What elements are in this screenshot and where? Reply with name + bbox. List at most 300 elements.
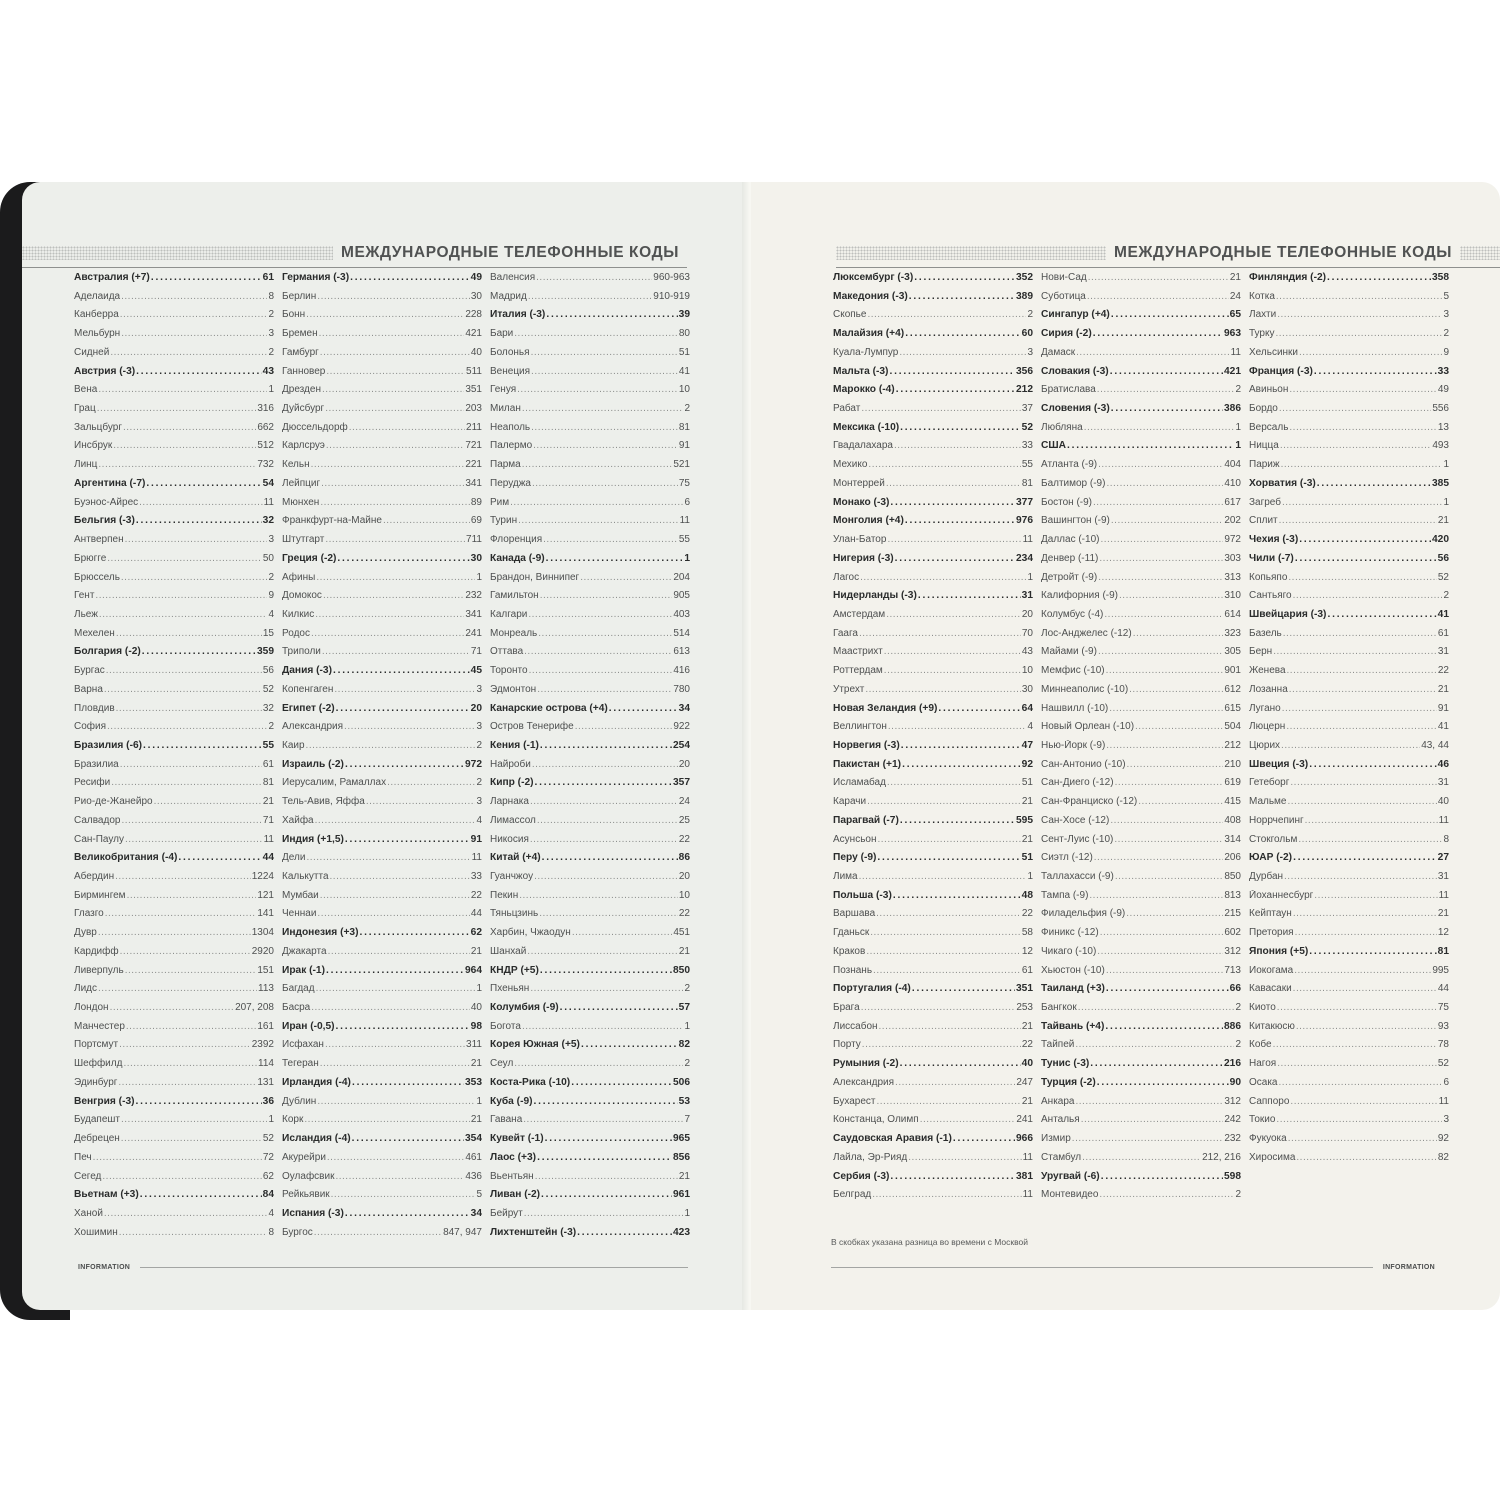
entry-code: 31 bbox=[1437, 871, 1449, 882]
entry-name: Дания (-3) bbox=[282, 665, 332, 677]
country-entry bbox=[282, 553, 482, 572]
entry-name: Сеул bbox=[490, 1058, 514, 1070]
entry-name: Пакистан (+1) bbox=[833, 758, 902, 770]
entry-code: 36 bbox=[262, 1095, 274, 1107]
dot-leader bbox=[104, 684, 262, 695]
country-entry bbox=[74, 478, 274, 497]
entry-name: Ганновер bbox=[282, 365, 326, 377]
entry-code: 595 bbox=[1016, 814, 1033, 826]
entry-code: 504 bbox=[1224, 721, 1241, 733]
city-entry bbox=[1041, 703, 1241, 722]
dot-leader bbox=[125, 965, 257, 976]
city-entry bbox=[1041, 1189, 1241, 1208]
city-entry bbox=[1041, 628, 1241, 647]
country-entry bbox=[1041, 1058, 1241, 1077]
city-entry bbox=[282, 646, 482, 665]
left-page-header bbox=[22, 242, 687, 264]
entry-name: Мадрид bbox=[490, 290, 527, 302]
entry-name: Веллингтон bbox=[833, 721, 887, 733]
entry-code: 89 bbox=[470, 496, 482, 508]
dot-leader bbox=[540, 590, 673, 601]
city-entry bbox=[282, 1152, 482, 1171]
city-entry bbox=[833, 777, 1033, 796]
dot-leader bbox=[1075, 1039, 1234, 1050]
entry-name: Вьетнам (+3) bbox=[74, 1189, 139, 1201]
dot-leader bbox=[315, 815, 476, 826]
country-entry bbox=[833, 328, 1033, 347]
country-entry bbox=[282, 1133, 482, 1152]
dot-leader bbox=[1293, 908, 1437, 919]
entry-name: Льеж bbox=[74, 608, 98, 620]
entry-code: 56 bbox=[1437, 552, 1449, 564]
entry-code: 1 bbox=[1235, 421, 1241, 433]
dot-leader bbox=[862, 1039, 1021, 1050]
entry-name: Египет (-2) bbox=[282, 702, 335, 714]
dot-leader bbox=[1293, 852, 1437, 863]
entry-name: Претория bbox=[1249, 927, 1294, 939]
entry-name: Таллахасси (-9) bbox=[1041, 871, 1114, 882]
city-entry bbox=[74, 497, 274, 516]
entry-name: Нови-Сад bbox=[1041, 272, 1087, 283]
entry-name: Нигерия (-3) bbox=[833, 552, 894, 564]
entry-code: 232 bbox=[465, 590, 482, 602]
left-page bbox=[22, 182, 753, 1310]
country-entry bbox=[74, 366, 274, 385]
city-entry bbox=[1249, 815, 1449, 834]
entry-name: Лидс bbox=[74, 983, 97, 995]
entry-name: Улан-Батор bbox=[833, 534, 887, 546]
entry-name: Монако (-3) bbox=[833, 496, 890, 508]
entry-code: 161 bbox=[257, 1020, 274, 1032]
entry-name: Амстердам bbox=[833, 608, 886, 620]
entry-name: Португалия (-4) bbox=[833, 983, 911, 995]
directory-column bbox=[282, 272, 482, 1245]
entry-name: Китакюсю bbox=[1249, 1020, 1295, 1032]
entry-name: Торонто bbox=[490, 665, 528, 677]
dot-leader bbox=[1288, 796, 1437, 807]
city-entry bbox=[1041, 927, 1241, 946]
city-entry bbox=[282, 1227, 482, 1246]
right-page bbox=[751, 182, 1500, 1310]
dot-leader bbox=[326, 366, 465, 377]
city-entry bbox=[1249, 1077, 1449, 1096]
entry-name: Перу (-9) bbox=[833, 852, 877, 864]
entry-name: Лима bbox=[833, 871, 858, 882]
header-rule bbox=[836, 267, 1500, 268]
entry-code: 25 bbox=[678, 814, 690, 826]
entry-code: 4 bbox=[1027, 721, 1033, 733]
entry-name: Хельсинки bbox=[1249, 346, 1299, 358]
city-entry bbox=[490, 834, 690, 853]
dot-leader bbox=[104, 1208, 268, 1219]
dot-leader bbox=[336, 703, 470, 714]
dot-leader bbox=[1284, 871, 1437, 882]
city-entry bbox=[490, 328, 690, 347]
entry-name: Цюрих bbox=[1249, 739, 1281, 751]
entry-code: 493 bbox=[1432, 440, 1449, 452]
country-entry bbox=[833, 1133, 1033, 1152]
entry-code: 41 bbox=[1437, 721, 1449, 733]
entry-name: Александрия bbox=[282, 721, 344, 733]
dot-leader bbox=[1305, 815, 1438, 826]
city-entry bbox=[490, 459, 690, 478]
entry-code: 8 bbox=[268, 1226, 274, 1238]
city-entry bbox=[282, 1096, 482, 1115]
dot-leader bbox=[352, 1133, 464, 1144]
dot-leader bbox=[517, 384, 678, 395]
entry-code: 52 bbox=[262, 683, 274, 695]
header-dot-band bbox=[22, 246, 333, 260]
entry-code: 21 bbox=[1021, 1020, 1033, 1032]
entry-name: Богота bbox=[490, 1020, 521, 1032]
dot-leader bbox=[328, 946, 470, 957]
city-entry bbox=[833, 1189, 1033, 1208]
city-entry bbox=[74, 890, 274, 909]
entry-name: Тампа (-9) bbox=[1041, 889, 1089, 901]
city-entry bbox=[282, 384, 482, 403]
entry-code: 1 bbox=[1235, 440, 1241, 452]
entry-name: Инсбрук bbox=[74, 440, 113, 452]
dot-leader bbox=[1275, 328, 1442, 339]
entry-name: Дюссельдорф bbox=[282, 421, 348, 433]
entry-name: Монтевидео bbox=[1041, 1189, 1099, 1201]
time-difference-note: В скобках указана разница во времени с Москвой bbox=[831, 1237, 1029, 1247]
entry-code: 22 bbox=[1437, 665, 1449, 677]
entry-code: 60 bbox=[1021, 328, 1033, 340]
city-entry bbox=[490, 908, 690, 927]
entry-name: Александрия bbox=[833, 1076, 895, 1088]
city-entry bbox=[1041, 740, 1241, 759]
city-entry bbox=[1249, 965, 1449, 984]
entry-name: Бонн bbox=[282, 309, 306, 321]
entry-name: Куала-Лумпур bbox=[833, 346, 899, 358]
entry-code: 11 bbox=[1022, 534, 1033, 546]
entry-name: Люцерн bbox=[1249, 721, 1286, 733]
city-entry bbox=[282, 572, 482, 591]
entry-name: Швеция (-3) bbox=[1249, 758, 1309, 770]
entry-code: 358 bbox=[1432, 272, 1449, 283]
city-entry bbox=[1041, 646, 1241, 665]
city-entry bbox=[490, 665, 690, 684]
city-entry bbox=[490, 628, 690, 647]
dot-leader bbox=[861, 403, 1021, 414]
entry-code: 53 bbox=[678, 1095, 690, 1107]
entry-name: Филадельфия (-9) bbox=[1041, 908, 1126, 920]
entry-name: Сидней bbox=[74, 346, 110, 358]
city-entry bbox=[1249, 497, 1449, 516]
entry-code: 3 bbox=[1027, 346, 1033, 358]
entry-code: 922 bbox=[673, 721, 690, 733]
entry-name: Лозанна bbox=[1249, 683, 1288, 695]
dot-leader bbox=[1327, 609, 1436, 620]
dot-leader bbox=[878, 834, 1021, 845]
dot-leader bbox=[1110, 815, 1223, 826]
entry-code: 75 bbox=[678, 477, 690, 489]
entry-code: 21 bbox=[1437, 908, 1449, 920]
dot-leader bbox=[1309, 946, 1436, 957]
entry-code: 381 bbox=[1016, 1170, 1033, 1182]
entry-name: Акурейри bbox=[282, 1151, 326, 1163]
dot-leader bbox=[859, 628, 1021, 639]
city-entry bbox=[282, 852, 482, 871]
entry-code: 78 bbox=[1437, 1039, 1449, 1051]
city-entry bbox=[1249, 890, 1449, 909]
entry-name: Турция (-2) bbox=[1041, 1076, 1096, 1088]
entry-name: Стокгольм bbox=[1249, 833, 1298, 845]
entry-code: 241 bbox=[465, 627, 482, 639]
entry-name: Токио bbox=[1249, 1114, 1276, 1126]
entry-name: Сан-Диего (-12) bbox=[1041, 777, 1114, 789]
entry-name: Ливан (-2) bbox=[490, 1189, 541, 1201]
dot-leader bbox=[102, 1171, 261, 1182]
entry-name: Саудовская Аравия (-1) bbox=[833, 1133, 952, 1145]
city-entry bbox=[74, 1114, 274, 1133]
dot-leader bbox=[1279, 403, 1431, 414]
entry-name: Абердин bbox=[74, 871, 115, 882]
city-entry bbox=[74, 534, 274, 553]
entry-name: Малайзия (+4) bbox=[833, 328, 905, 340]
dot-leader bbox=[1299, 347, 1442, 358]
entry-code: 2 bbox=[1235, 384, 1241, 396]
dot-leader bbox=[334, 684, 475, 695]
dot-leader bbox=[1327, 272, 1431, 283]
entry-name: Пловдив bbox=[74, 702, 115, 714]
city-entry bbox=[282, 291, 482, 310]
entry-name: Кавасаки bbox=[1249, 983, 1292, 995]
entry-name: Палермо bbox=[490, 440, 533, 452]
dot-leader bbox=[349, 422, 465, 433]
entry-name: Дублин bbox=[282, 1095, 317, 1107]
entry-name: Измир bbox=[1041, 1133, 1071, 1145]
entry-name: Ларнака bbox=[490, 796, 529, 808]
entry-code: 21 bbox=[1437, 515, 1449, 527]
entry-name: Израиль (-2) bbox=[282, 758, 344, 770]
entry-name: Братислава bbox=[1041, 384, 1096, 396]
entry-code: 311 bbox=[466, 1039, 482, 1051]
dot-leader bbox=[311, 459, 465, 470]
entry-name: Линц bbox=[74, 459, 98, 471]
entry-code: 57 bbox=[678, 1002, 690, 1014]
entry-name: Оттава bbox=[490, 646, 524, 658]
entry-code: 61 bbox=[1021, 964, 1033, 976]
country-entry bbox=[74, 1189, 274, 1208]
entry-code: 506 bbox=[673, 1076, 690, 1088]
entry-code: 316 bbox=[257, 403, 274, 415]
dot-leader bbox=[1076, 347, 1229, 358]
dot-leader bbox=[537, 1152, 672, 1163]
entry-name: Монголия (+4) bbox=[833, 515, 904, 527]
dot-leader bbox=[522, 459, 673, 470]
dot-leader bbox=[1097, 1077, 1229, 1088]
dot-leader bbox=[330, 871, 470, 882]
city-entry bbox=[833, 927, 1033, 946]
entry-code: 2 bbox=[268, 309, 274, 321]
city-entry bbox=[1249, 572, 1449, 591]
entry-name: Калгари bbox=[490, 608, 528, 620]
dot-leader bbox=[1288, 572, 1436, 583]
dot-leader bbox=[1290, 777, 1436, 788]
dot-leader bbox=[895, 553, 1015, 564]
entry-code: 81 bbox=[262, 777, 274, 789]
entry-name: Кельн bbox=[282, 459, 310, 471]
country-entry bbox=[1041, 1021, 1241, 1040]
entry-name: Гданьск bbox=[833, 927, 870, 939]
entry-code: 44 bbox=[470, 908, 482, 920]
city-entry bbox=[282, 684, 482, 703]
city-entry bbox=[282, 890, 482, 909]
city-entry bbox=[833, 459, 1033, 478]
dot-leader bbox=[121, 815, 261, 826]
country-entry bbox=[490, 1227, 690, 1246]
entry-code: 30 bbox=[470, 552, 482, 564]
dot-leader bbox=[905, 328, 1020, 339]
entry-code: 910-919 bbox=[653, 290, 690, 302]
entry-name: Рейкьявик bbox=[282, 1189, 330, 1201]
city-entry bbox=[74, 1133, 274, 1152]
header-dot-band bbox=[836, 246, 1106, 260]
entry-name: Бухарест bbox=[833, 1095, 876, 1107]
city-entry bbox=[1249, 328, 1449, 347]
entry-code: 310 bbox=[1224, 590, 1241, 602]
entry-code: 21 bbox=[678, 945, 690, 957]
entry-code: 49 bbox=[470, 272, 482, 283]
entry-name: Франкфурт-на-Майне bbox=[282, 515, 382, 527]
city-entry bbox=[1041, 1096, 1241, 1115]
entry-name: Афины bbox=[282, 571, 316, 583]
entry-name: Генуя bbox=[490, 384, 517, 396]
city-entry bbox=[74, 459, 274, 478]
city-entry bbox=[282, 534, 482, 553]
entry-code: 44 bbox=[1437, 983, 1449, 995]
dot-leader bbox=[868, 459, 1020, 470]
entry-name: Котка bbox=[1249, 290, 1275, 302]
entry-code: 312 bbox=[1224, 945, 1241, 957]
city-entry bbox=[1041, 553, 1241, 572]
entry-code: 70 bbox=[1021, 627, 1033, 639]
entry-name: Норрчепинг bbox=[1249, 814, 1304, 826]
city-entry bbox=[282, 590, 482, 609]
entry-code: 1 bbox=[476, 1095, 482, 1107]
city-entry bbox=[1041, 1039, 1241, 1058]
entry-name: Колумбия (-9) bbox=[490, 1002, 559, 1014]
dot-leader bbox=[1295, 553, 1437, 564]
entry-name: Нидерланды (-3) bbox=[833, 590, 917, 602]
city-entry bbox=[1041, 946, 1241, 965]
entry-code: 461 bbox=[465, 1151, 482, 1163]
entry-code: 11 bbox=[1230, 346, 1241, 358]
entry-code: 416 bbox=[673, 665, 690, 677]
dot-leader bbox=[336, 1021, 470, 1032]
city-entry bbox=[74, 684, 274, 703]
entry-code: 41 bbox=[1437, 608, 1449, 620]
left-footer bbox=[78, 1264, 688, 1271]
country-entry bbox=[74, 852, 274, 871]
entry-code: 141 bbox=[257, 908, 274, 920]
entry-name: Сегед bbox=[74, 1170, 102, 1182]
dot-leader bbox=[884, 646, 1021, 657]
entry-code: 21 bbox=[1437, 683, 1449, 695]
country-entry bbox=[490, 740, 690, 759]
city-entry bbox=[833, 721, 1033, 740]
entry-name: Джакарта bbox=[282, 945, 327, 957]
dot-leader bbox=[890, 497, 1015, 508]
entry-code: 856 bbox=[673, 1151, 690, 1163]
entry-name: Лугано bbox=[1249, 702, 1281, 714]
entry-name: Кувейт (-1) bbox=[490, 1133, 544, 1145]
entry-name: Лондон bbox=[74, 1002, 109, 1014]
entry-name: Дуйсбург bbox=[282, 403, 325, 415]
entry-code: 21 bbox=[1021, 796, 1033, 808]
entry-name: Будапешт bbox=[74, 1114, 120, 1126]
entry-name: Штутгарт bbox=[282, 534, 325, 546]
entry-code: 62 bbox=[470, 927, 482, 939]
entry-code: 21 bbox=[470, 945, 482, 957]
dot-leader bbox=[118, 1077, 256, 1088]
entry-name: Сан-Паулу bbox=[74, 833, 124, 845]
entry-code: 9 bbox=[1443, 346, 1449, 358]
entry-code: 11 bbox=[263, 833, 274, 845]
entry-name: Тяньцзинь bbox=[490, 908, 539, 920]
entry-code: 40 bbox=[1021, 1058, 1033, 1070]
city-entry bbox=[1041, 422, 1241, 441]
city-entry bbox=[490, 440, 690, 459]
dot-leader bbox=[98, 459, 256, 470]
right-page-header bbox=[836, 242, 1500, 264]
city-entry bbox=[74, 1171, 274, 1190]
entry-name: Киото bbox=[1249, 1002, 1276, 1014]
entry-name: Варшава bbox=[833, 908, 876, 920]
entry-code: 11 bbox=[679, 515, 690, 527]
dot-leader bbox=[1129, 684, 1223, 695]
entry-name: Пхеньян bbox=[490, 983, 530, 995]
entry-code: 21 bbox=[678, 1170, 690, 1182]
city-entry bbox=[74, 309, 274, 328]
dot-leader bbox=[1293, 590, 1443, 601]
entry-name: Канада (-9) bbox=[490, 552, 545, 564]
entry-name: Асунсьон bbox=[833, 833, 877, 845]
city-entry bbox=[282, 628, 482, 647]
entry-name: Сан-Антонио (-10) bbox=[1041, 758, 1126, 770]
dot-leader bbox=[110, 347, 267, 358]
city-entry bbox=[1249, 309, 1449, 328]
entry-name: Дамаск bbox=[1041, 346, 1076, 358]
dot-leader bbox=[107, 553, 262, 564]
dot-leader bbox=[1273, 646, 1437, 657]
dot-leader bbox=[98, 927, 251, 938]
city-entry bbox=[74, 777, 274, 796]
entry-name: Бразилия (-6) bbox=[74, 739, 143, 751]
entry-code: 615 bbox=[1224, 702, 1241, 714]
dot-leader bbox=[529, 665, 673, 676]
entry-code: 33 bbox=[1437, 365, 1449, 377]
entry-code: 2 bbox=[268, 346, 274, 358]
city-entry bbox=[1249, 291, 1449, 310]
city-entry bbox=[490, 1114, 690, 1133]
dot-leader bbox=[120, 946, 251, 957]
dot-leader bbox=[1111, 403, 1223, 414]
entry-code: 2 bbox=[1443, 590, 1449, 602]
entry-name: Швейцария (-3) bbox=[1249, 608, 1327, 620]
entry-code: 521 bbox=[673, 459, 690, 471]
country-entry bbox=[833, 1058, 1033, 1077]
entry-code: 20 bbox=[1021, 608, 1033, 620]
dot-leader bbox=[1276, 291, 1443, 302]
dot-leader bbox=[1106, 983, 1229, 994]
dot-leader bbox=[1296, 1152, 1436, 1163]
city-entry bbox=[74, 908, 274, 927]
dot-leader bbox=[531, 347, 678, 358]
entry-code: 27 bbox=[1437, 852, 1449, 864]
